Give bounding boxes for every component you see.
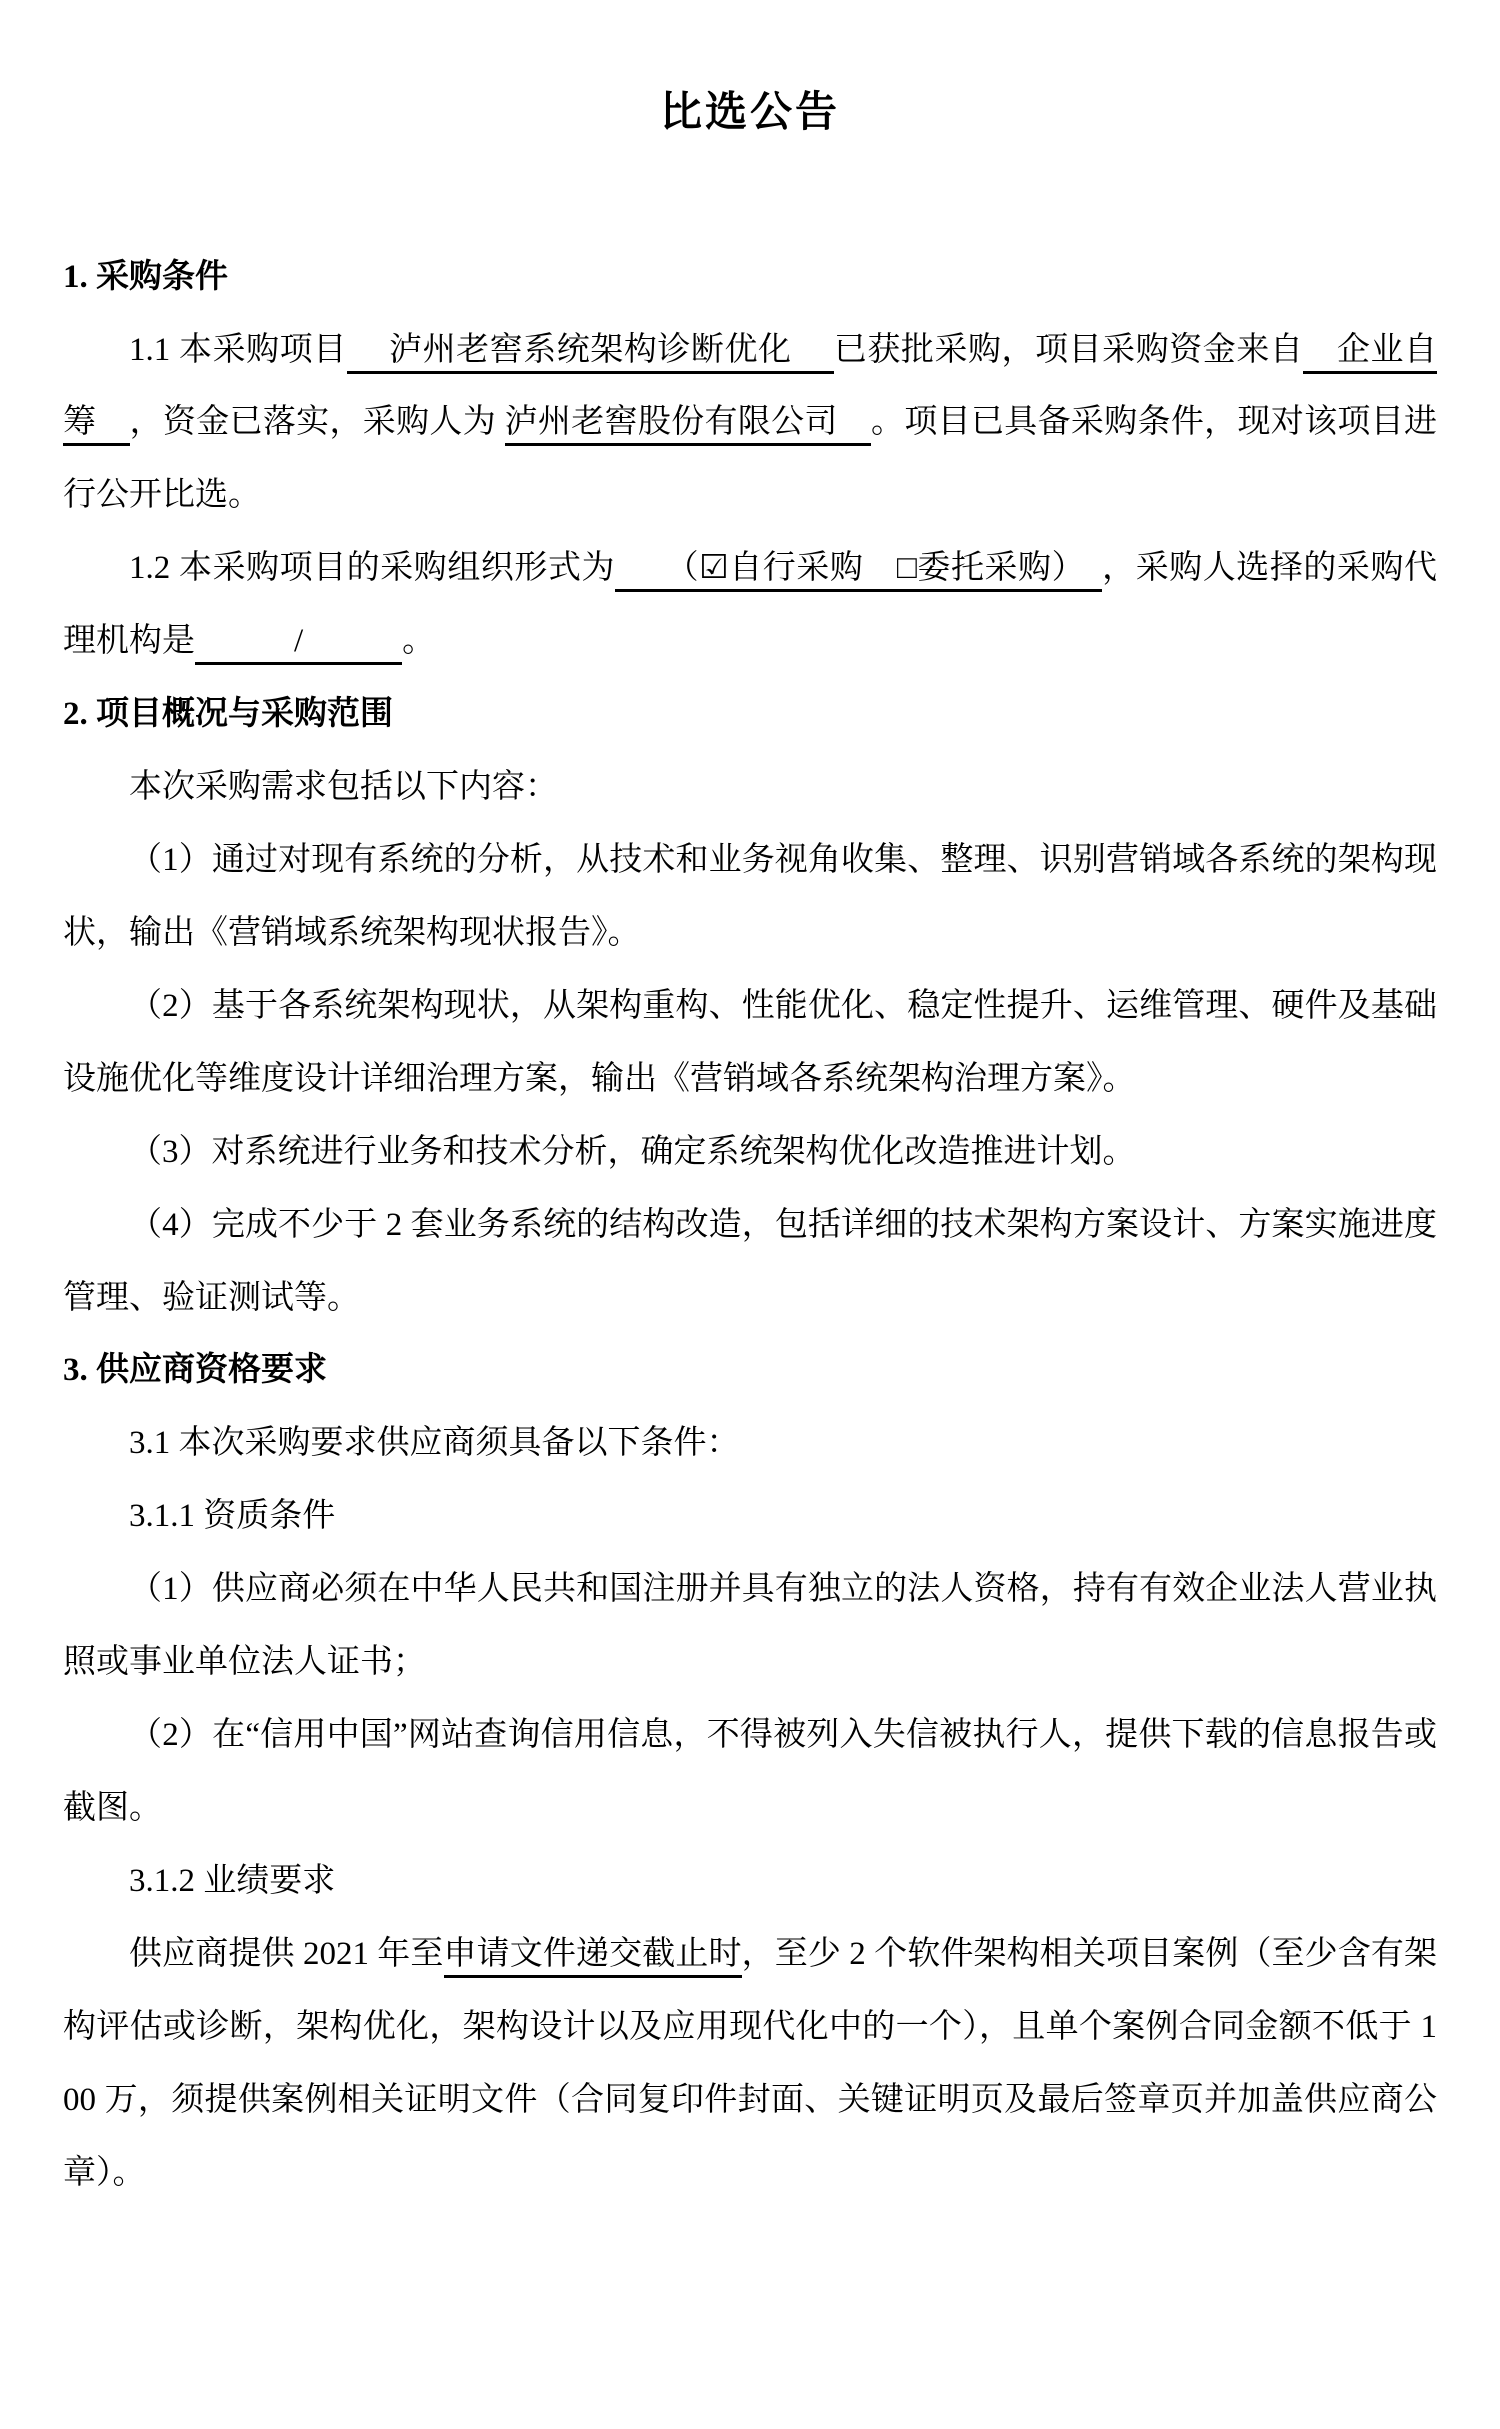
text-segment: （4）完成不少于 2 套业务系统的结构改造，包括详细的技术架构方案设计、方案实施进度管理、验证测试等。 [63, 1206, 1437, 1316]
text-segment: （2）基于各系统架构现状，从架构重构、性能优化、稳定性提升、运维管理、硬件及基础设施优化等维度设计详细治理方案，输出《营销域各系统架构治理方案》。 [63, 987, 1437, 1097]
text-segment: 3.1 本次采购要求供应商须具备以下条件： [129, 1425, 740, 1462]
text-segment: 1.1 本采购项目 [129, 331, 347, 368]
text-segment: 已获批采购，项目采购资金来自 [833, 331, 1304, 368]
underlined-blank: 申请文件递交截止时 [444, 1936, 742, 1978]
text-segment: （1）供应商必须在中华人民共和国注册并具有独立的法人资格，持有有效企业法人营业执照或事业单位法人证书； [63, 1571, 1437, 1681]
text-segment: ，资金已落实，采购人为 [129, 404, 505, 441]
underlined-blank: 泸州老窖股份有限公司 [505, 404, 871, 446]
text-segment: （2）在“信用中国”网站查询信用信息，不得被列入失信被执行人，提供下载的信息报告或截图。 [63, 1717, 1437, 1826]
text-segment: 。 [402, 623, 436, 660]
document-body [63, 241, 1437, 2210]
text-segment: 2. 项目概况与采购范围 [63, 696, 393, 733]
text-segment: ，至少 2 个软件架构相关项目案例（至少含有架构评估或诊断，架构优化，架构设计以及应用现代化中的一个），且单个案例合同金额不低于 100 万，须提供案例相关证明文件（合同复印件封面、关键证明页及最后签章页并加盖供应商公章）。 [63, 1935, 1438, 2191]
paragraph [63, 824, 1437, 970]
paragraph [63, 532, 1437, 678]
section-heading [63, 241, 1437, 314]
underlined-blank: （☑自行采购 □委托采购） [615, 550, 1102, 592]
paragraph [63, 1699, 1437, 1845]
paragraph [63, 1918, 1437, 2210]
section-heading [63, 678, 1437, 751]
paragraph [63, 1480, 1437, 1553]
text-segment: 。项目已具备采购条件，现对该项目进行公开比选。 [63, 404, 1438, 514]
text-segment: ，采购人选择的采购代理机构是 [63, 550, 1437, 660]
text-segment: （1）通过对现有系统的分析，从技术和业务视角收集、整理、识别营销域各系统的架构现状，输出《营销域系统架构现状报告》。 [63, 841, 1437, 951]
paragraph [63, 751, 1437, 824]
text-segment: 3.1.1 资质条件 [129, 1498, 336, 1535]
paragraph [63, 1553, 1437, 1699]
text-segment: 1. 采购条件 [63, 258, 228, 295]
section-heading [63, 1334, 1437, 1407]
text-segment: 1.2 本采购项目的采购组织形式为 [129, 550, 616, 587]
paragraph [63, 314, 1437, 533]
text-segment: 供应商提供 2021 年至 [129, 1935, 444, 1972]
underlined-blank: 企业自筹 [63, 332, 1437, 447]
paragraph [63, 1116, 1437, 1189]
underlined-blank: / [195, 623, 402, 665]
paragraph [63, 970, 1437, 1116]
document-title: 比选公告 [659, 90, 840, 136]
paragraph [63, 1845, 1437, 1918]
text-segment: （3）对系统进行业务和技术分析，确定系统架构优化改造推进计划。 [129, 1133, 1136, 1170]
text-segment: 3. 供应商资格要求 [63, 1352, 327, 1389]
underlined-blank: 泸州老窖系统架构诊断优化 [347, 332, 834, 374]
text-segment: 3.1.2 业绩要求 [129, 1862, 336, 1899]
paragraph [63, 1407, 1437, 1480]
paragraph [63, 1189, 1437, 1335]
text-segment: 本次采购需求包括以下内容： [129, 769, 558, 806]
